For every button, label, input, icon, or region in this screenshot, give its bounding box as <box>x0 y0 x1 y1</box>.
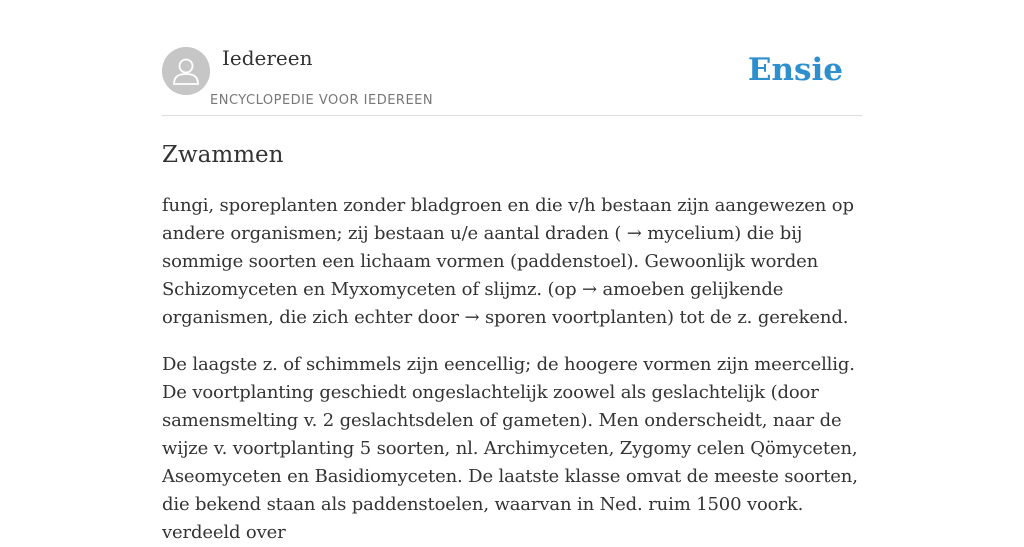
site-header <box>162 0 862 116</box>
article-paragraph: De laagste z. of schimmels zijn eencellig; de hoogere vormen zijn meercellig. De voortplanting geschiedt ongeslachtelijk zoowel als geslachtelijk (door samensmelting v. 2 geslachtsdelen of gameten). Men onderscheidt, naar de wijze v. voortplanting 5 soorten, nl. Archimyceten, Zygomy celen Qömyceten, Aseomyceten en Basidiomyceten. De laatste klasse omvat de meeste soorten, die bekend staan als paddenstoelen, waarvan in Ned. ruim 1500 voork. verdeeld over <box>162 354 858 543</box>
page-title: Zwammen <box>162 142 284 168</box>
article-body <box>162 192 862 547</box>
page <box>162 0 862 543</box>
article-paragraph: fungi, sporeplanten zonder bladgroen en die v/h bestaan zijn aangewezen op andere organismen; zij bestaan u/e aantal draden ( → mycelium) die bij sommige soorten een lichaam vormen (paddenstoel). Gewoonlijk worden Schizomyceten en Myxomyceten of slijmz. (op → amoeben gelijkende organismen, die zich echter door → sporen voortplanten) tot de z. gerekend. <box>162 195 854 328</box>
site-tagline: ENCYCLOPEDIE VOOR IEDEREEN <box>210 93 434 108</box>
user-icon[interactable] <box>162 47 210 95</box>
brand-logo-link[interactable]: Ensie <box>747 52 843 88</box>
site-name-link[interactable]: Iedereen <box>222 46 313 70</box>
